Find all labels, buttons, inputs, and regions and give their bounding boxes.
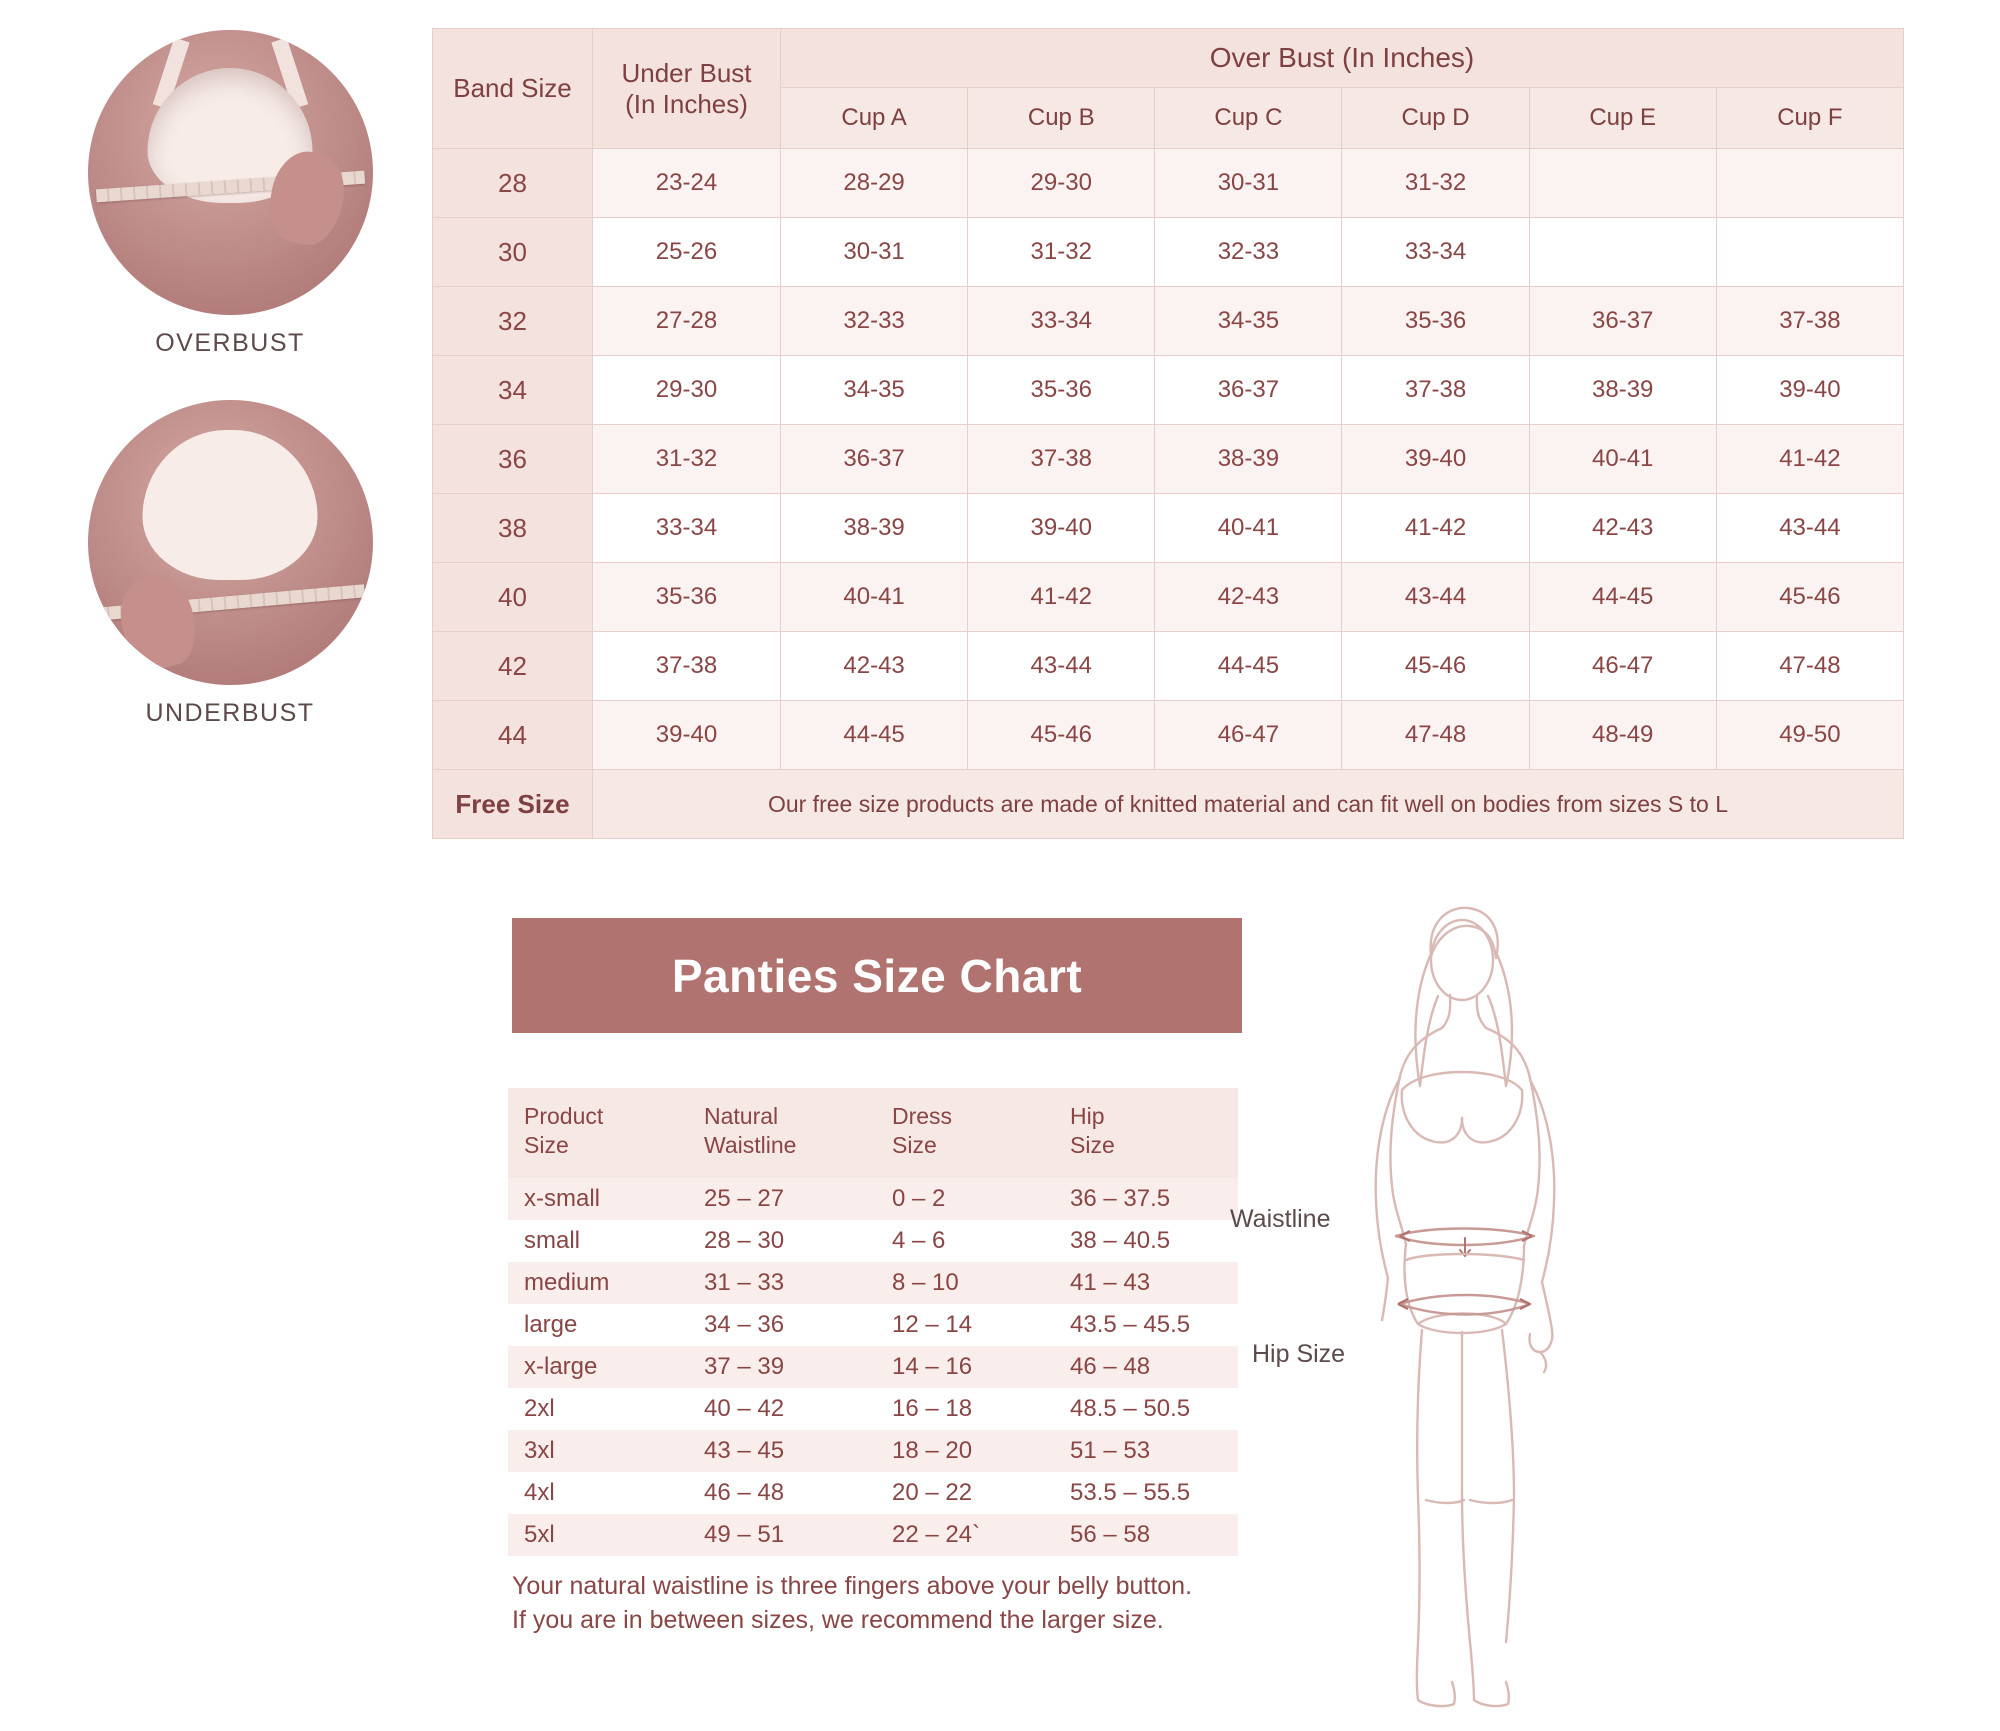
- hip-size-cell: 36 – 37.5: [1054, 1178, 1238, 1220]
- band-size-cell: 38: [433, 494, 593, 563]
- header-cup-c: Cup C: [1155, 88, 1342, 149]
- underbust-photo-block: [60, 400, 400, 728]
- cup-b-cell: 37-38: [968, 425, 1155, 494]
- bra-size-table: [432, 28, 1904, 839]
- waistline-cell: 49 – 51: [688, 1514, 876, 1556]
- band-size-cell: 32: [433, 287, 593, 356]
- product-size-cell: x-large: [508, 1346, 688, 1388]
- cup-f-cell: 47-48: [1716, 632, 1903, 701]
- cup-b-cell: 43-44: [968, 632, 1155, 701]
- cup-f-cell: 37-38: [1716, 287, 1903, 356]
- dress-size-cell: 12 – 14: [876, 1304, 1054, 1346]
- table-row: [508, 1346, 1238, 1388]
- product-size-cell: 5xl: [508, 1514, 688, 1556]
- header-under-bust-line2: (In Inches): [625, 88, 748, 119]
- product-size-cell: small: [508, 1220, 688, 1262]
- cup-f-cell: 43-44: [1716, 494, 1903, 563]
- table-row: [508, 1220, 1238, 1262]
- dress-size-cell: 20 – 22: [876, 1472, 1054, 1514]
- cup-f-cell: 39-40: [1716, 356, 1903, 425]
- underbust-measure-photo-icon: [88, 400, 373, 685]
- band-size-cell: 30: [433, 218, 593, 287]
- cup-a-cell: 28-29: [781, 149, 968, 218]
- panties-size-note: Your natural waistline is three fingers above your belly button. If you are in between sizes, we recommend the larger size.: [512, 1572, 1193, 1634]
- cup-c-cell: 34-35: [1155, 287, 1342, 356]
- waistline-cell: 43 – 45: [688, 1430, 876, 1472]
- header-dress-line2: Size: [892, 1131, 937, 1158]
- under-bust-cell: 29-30: [593, 356, 781, 425]
- cup-e-cell: 48-49: [1529, 701, 1716, 770]
- waistline-cell: 37 – 39: [688, 1346, 876, 1388]
- overbust-caption: OVERBUST: [155, 329, 305, 357]
- cup-e-cell: [1529, 149, 1716, 218]
- waistline-cell: 25 – 27: [688, 1178, 876, 1220]
- waistline-cell: 40 – 42: [688, 1388, 876, 1430]
- cup-d-cell: 33-34: [1342, 218, 1529, 287]
- dress-size-cell: 8 – 10: [876, 1262, 1054, 1304]
- cup-c-cell: 46-47: [1155, 701, 1342, 770]
- table-row: [508, 1178, 1238, 1220]
- cup-e-cell: [1529, 218, 1716, 287]
- cup-d-cell: 41-42: [1342, 494, 1529, 563]
- header-hip-line2: Size: [1070, 1131, 1115, 1158]
- cup-a-cell: 40-41: [781, 563, 968, 632]
- table-row: [433, 563, 1904, 632]
- waistline-cell: 31 – 33: [688, 1262, 876, 1304]
- waistline-cell: 46 – 48: [688, 1472, 876, 1514]
- cup-a-cell: 36-37: [781, 425, 968, 494]
- product-size-cell: medium: [508, 1262, 688, 1304]
- under-bust-cell: 25-26: [593, 218, 781, 287]
- cup-c-cell: 42-43: [1155, 563, 1342, 632]
- cup-c-cell: 38-39: [1155, 425, 1342, 494]
- header-cup-b: Cup B: [968, 88, 1155, 149]
- header-product-size-line1: Product: [524, 1103, 604, 1129]
- cup-a-cell: 34-35: [781, 356, 968, 425]
- panties-size-chart-title: [512, 918, 1242, 1033]
- bra-cup-shape: [143, 430, 318, 580]
- cup-f-cell: [1716, 149, 1903, 218]
- bra-size-chart: [432, 28, 1904, 839]
- product-size-cell: x-small: [508, 1178, 688, 1220]
- header-cup-a: Cup A: [781, 88, 968, 149]
- cup-f-cell: [1716, 218, 1903, 287]
- panties-header-row: [508, 1088, 1238, 1178]
- measurement-photo-column: [60, 30, 400, 728]
- waistline-label: Waistline: [1230, 1205, 1331, 1233]
- table-row: [433, 701, 1904, 770]
- cup-c-cell: 36-37: [1155, 356, 1342, 425]
- header-band-size: Band Size: [433, 29, 593, 149]
- cup-f-cell: 45-46: [1716, 563, 1903, 632]
- hip-size-label: Hip Size: [1252, 1340, 1346, 1368]
- table-row: [508, 1472, 1238, 1514]
- hip-size-cell: 56 – 58: [1054, 1514, 1238, 1556]
- band-size-cell: 42: [433, 632, 593, 701]
- table-row: [433, 287, 1904, 356]
- under-bust-cell: 33-34: [593, 494, 781, 563]
- dress-size-cell: 14 – 16: [876, 1346, 1054, 1388]
- band-size-cell: 36: [433, 425, 593, 494]
- cup-e-cell: 46-47: [1529, 632, 1716, 701]
- table-row: [508, 1304, 1238, 1346]
- band-size-cell: 34: [433, 356, 593, 425]
- dress-size-cell: 4 – 6: [876, 1220, 1054, 1262]
- dress-size-cell: 16 – 18: [876, 1388, 1054, 1430]
- cup-b-cell: 41-42: [968, 563, 1155, 632]
- cup-d-cell: 35-36: [1342, 287, 1529, 356]
- header-under-bust-line1: Under Bust: [621, 57, 752, 88]
- cup-d-cell: 39-40: [1342, 425, 1529, 494]
- cup-a-cell: 38-39: [781, 494, 968, 563]
- cup-e-cell: 40-41: [1529, 425, 1716, 494]
- cup-b-cell: 31-32: [968, 218, 1155, 287]
- cup-d-cell: 31-32: [1342, 149, 1529, 218]
- band-size-cell: 28: [433, 149, 593, 218]
- header-over-bust: Over Bust (In Inches): [781, 29, 1904, 88]
- table-row: [433, 425, 1904, 494]
- band-size-cell: 40: [433, 563, 593, 632]
- cup-c-cell: 44-45: [1155, 632, 1342, 701]
- table-row: [508, 1430, 1238, 1472]
- cup-d-cell: 45-46: [1342, 632, 1529, 701]
- cup-f-cell: 41-42: [1716, 425, 1903, 494]
- cup-b-cell: 29-30: [968, 149, 1155, 218]
- cup-c-cell: 40-41: [1155, 494, 1342, 563]
- cup-f-cell: 49-50: [1716, 701, 1903, 770]
- under-bust-cell: 37-38: [593, 632, 781, 701]
- waistline-cell: 28 – 30: [688, 1220, 876, 1262]
- overbust-measure-photo-icon: [88, 30, 373, 315]
- cup-b-cell: 33-34: [968, 287, 1155, 356]
- hip-size-cell: 46 – 48: [1054, 1346, 1238, 1388]
- header-product-size: [508, 1088, 688, 1178]
- table-row: [508, 1262, 1238, 1304]
- free-size-row: [433, 770, 1904, 839]
- header-waistline-line1: Natural: [704, 1103, 779, 1129]
- header-product-size-line2: Size: [524, 1131, 569, 1158]
- header-natural-waistline: [688, 1088, 876, 1178]
- table-row: [433, 494, 1904, 563]
- bra-header-row-1: [433, 29, 1904, 88]
- band-size-cell: 44: [433, 701, 593, 770]
- cup-a-cell: 32-33: [781, 287, 968, 356]
- underbust-caption: UNDERBUST: [145, 699, 315, 727]
- under-bust-cell: 35-36: [593, 563, 781, 632]
- hip-size-cell: 51 – 53: [1054, 1430, 1238, 1472]
- hip-size-cell: 53.5 – 55.5: [1054, 1472, 1238, 1514]
- cup-b-cell: 39-40: [968, 494, 1155, 563]
- under-bust-cell: 23-24: [593, 149, 781, 218]
- cup-d-cell: 37-38: [1342, 356, 1529, 425]
- dress-size-cell: 22 – 24`: [876, 1514, 1054, 1556]
- header-cup-e: Cup E: [1529, 88, 1716, 149]
- dress-size-cell: 18 – 20: [876, 1430, 1054, 1472]
- cup-e-cell: 44-45: [1529, 563, 1716, 632]
- header-dress-line1: Dress: [892, 1103, 953, 1129]
- free-size-text: Our free size products are made of knitted material and can fit well on bodies from sizes S to L: [593, 770, 1904, 839]
- table-row: [508, 1514, 1238, 1556]
- table-row: [508, 1388, 1238, 1430]
- cup-e-cell: 42-43: [1529, 494, 1716, 563]
- table-row: [433, 632, 1904, 701]
- hip-size-cell: 41 – 43: [1054, 1262, 1238, 1304]
- header-dress-size: [876, 1088, 1054, 1178]
- overbust-photo-block: [60, 30, 400, 358]
- under-bust-cell: 31-32: [593, 425, 781, 494]
- cup-c-cell: 32-33: [1155, 218, 1342, 287]
- header-under-bust: [593, 29, 781, 149]
- cup-e-cell: 36-37: [1529, 287, 1716, 356]
- hip-size-cell: 43.5 – 45.5: [1054, 1304, 1238, 1346]
- hand-shape: [111, 569, 203, 676]
- product-size-cell: 4xl: [508, 1472, 688, 1514]
- panties-size-table: [508, 1088, 1238, 1556]
- under-bust-cell: 39-40: [593, 701, 781, 770]
- hip-size-cell: 48.5 – 50.5: [1054, 1388, 1238, 1430]
- header-hip-size: [1054, 1088, 1238, 1178]
- cup-a-cell: 30-31: [781, 218, 968, 287]
- free-size-label: Free Size: [433, 770, 593, 839]
- header-cup-d: Cup D: [1342, 88, 1529, 149]
- cup-d-cell: 47-48: [1342, 701, 1529, 770]
- cup-d-cell: 43-44: [1342, 563, 1529, 632]
- waistline-cell: 34 – 36: [688, 1304, 876, 1346]
- table-row: [433, 218, 1904, 287]
- body-figure-illustration: [1230, 900, 1790, 1720]
- dress-size-cell: 0 – 2: [876, 1178, 1054, 1220]
- cup-a-cell: 44-45: [781, 701, 968, 770]
- table-row: [433, 149, 1904, 218]
- hip-size-cell: 38 – 40.5: [1054, 1220, 1238, 1262]
- cup-e-cell: 38-39: [1529, 356, 1716, 425]
- cup-b-cell: 45-46: [968, 701, 1155, 770]
- product-size-cell: 3xl: [508, 1430, 688, 1472]
- cup-c-cell: 30-31: [1155, 149, 1342, 218]
- female-body-outline-icon: [1230, 900, 1790, 1720]
- header-cup-f: Cup F: [1716, 88, 1903, 149]
- cup-b-cell: 35-36: [968, 356, 1155, 425]
- cup-a-cell: 42-43: [781, 632, 968, 701]
- table-row: [433, 356, 1904, 425]
- product-size-cell: 2xl: [508, 1388, 688, 1430]
- panties-title-text: Panties Size Chart: [671, 949, 1083, 1002]
- header-waistline-line2: Waistline: [704, 1131, 797, 1158]
- product-size-cell: large: [508, 1304, 688, 1346]
- under-bust-cell: 27-28: [593, 287, 781, 356]
- header-hip-line1: Hip: [1070, 1103, 1105, 1129]
